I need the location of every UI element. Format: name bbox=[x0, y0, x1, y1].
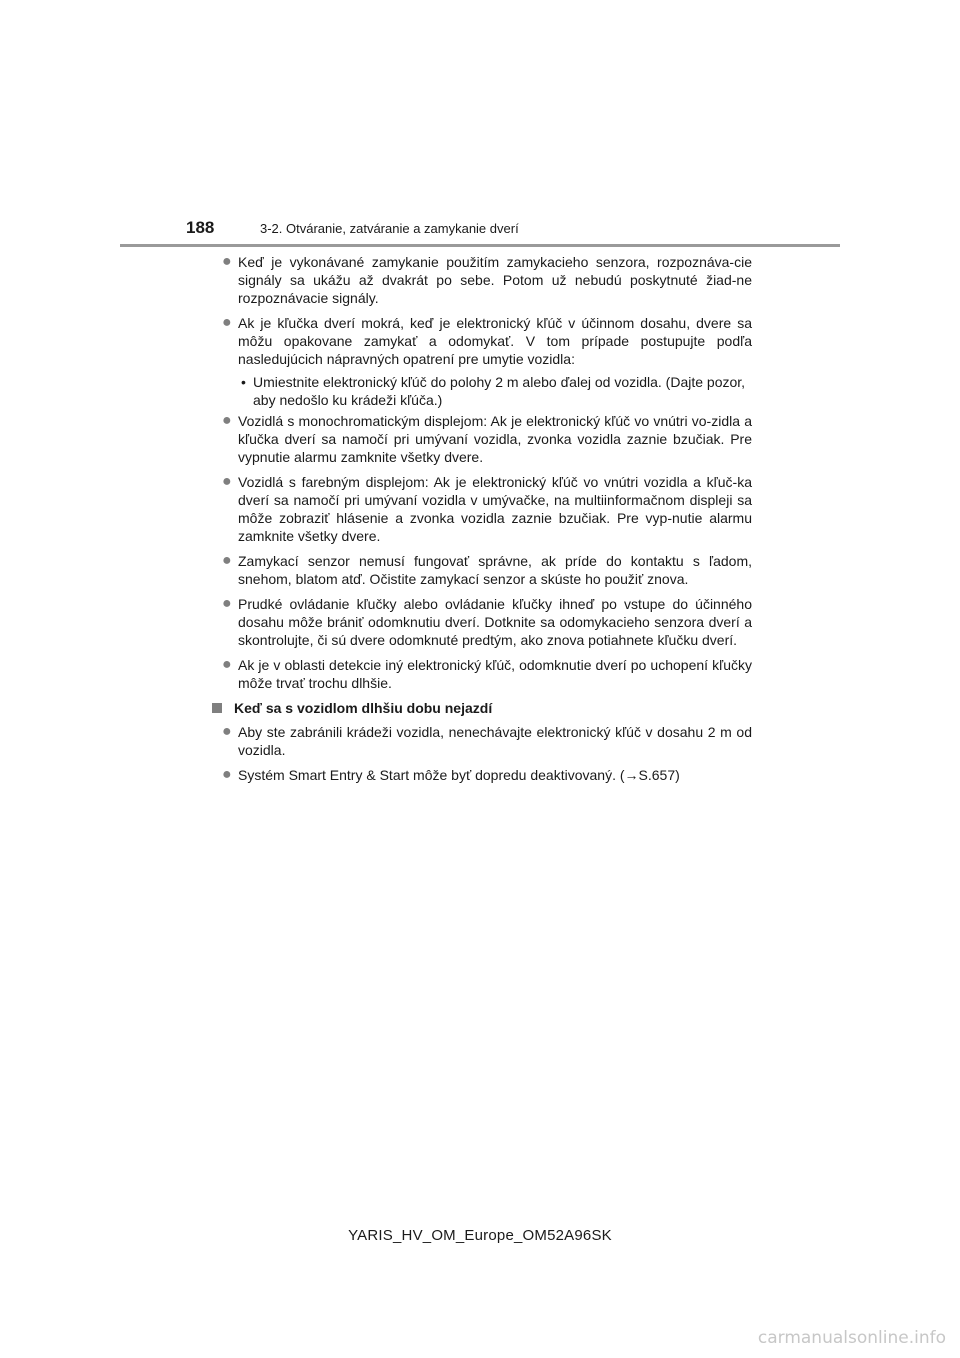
document-code: YARIS_HV_OM_Europe_OM52A96SK bbox=[348, 1227, 612, 1244]
bullet-icon: ● bbox=[222, 595, 232, 612]
item-text: Zamykací senzor nemusí fungovať správne, ak príde do kontaktu s ľadom, snehom, blatom atď. Očistite zamykací senzor a skúste ho použiť znova. bbox=[238, 553, 752, 587]
list-item bbox=[222, 552, 752, 588]
item-text: Vozidlá s farebným displejom: Ak je elektronický kľúč vo vnútri vozidla a kľuč-ka dverí sa namočí pri umývaní vozidla v umývačke, na multiinformačnom displeji sa môže zobraziť hlásenie a zvonka vozidla zaznie bzučiak. Pre vyp-nutie alarmu zamknite všetky dvere. bbox=[238, 474, 752, 544]
bullet-icon: ● bbox=[222, 412, 232, 429]
section-heading-text: Keď sa s vozidlom dlhšiu dobu nejazdí bbox=[234, 700, 493, 716]
item-text: Prudké ovládanie kľučky alebo ovládanie kľučky ihneď po vstupe do účinného dosahu môže brániť odomknutiu dverí. Dotknite sa odomykacieho senzora dverí a skontrolujte, či sú dvere odomknuté predtým, ako znova potiahnete kľučku dverí. bbox=[238, 596, 752, 648]
list-item bbox=[222, 656, 752, 692]
bullet-icon: ● bbox=[222, 552, 232, 569]
list-item bbox=[222, 766, 752, 784]
item-text: Ak je v oblasti detekcie iný elektronický kľúč, odomknutie dverí po uchopení kľučky môže trvať trochu dlhšie. bbox=[238, 657, 752, 691]
bullet-icon: ● bbox=[222, 253, 232, 270]
item-text: Ak je kľučka dverí mokrá, keď je elektronický kľúč v účinnom dosahu, dvere sa môžu opakovane zamykať a odomykať. V tom prípade postupujte podľa nasledujúcich nápravných opatrení pre umytie vozidla: bbox=[238, 315, 752, 367]
sub-item-text: Umiestnite elektronický kľúč do polohy 2 m alebo ďalej od vozidla. (Dajte pozor, aby nedošlo ku krádeži kľúča.) bbox=[253, 374, 746, 408]
bullet-icon: ● bbox=[222, 314, 232, 331]
list-item bbox=[222, 314, 752, 368]
page-content bbox=[222, 253, 752, 791]
bullet-icon: ● bbox=[222, 473, 232, 490]
watermark: carmanualsonline.info bbox=[757, 1328, 946, 1348]
list-item bbox=[222, 473, 752, 545]
list-item bbox=[222, 412, 752, 466]
page-number: 188 bbox=[186, 218, 215, 237]
bullet-icon: ● bbox=[222, 766, 232, 783]
list-item bbox=[222, 595, 752, 649]
bullet-icon: ● bbox=[222, 656, 232, 673]
section-heading bbox=[222, 699, 752, 717]
item-text: Vozidlá s monochromatickým displejom: Ak je elektronický kľúč vo vnútri vo-zidla a kľučka dverí sa namočí pri umývaní vozidla, zvonka vozidla zaznie bzučiak. Pre vypnutie alarmu zamknite všetky dvere. bbox=[238, 413, 752, 465]
sub-list-item bbox=[222, 373, 752, 409]
list-item bbox=[222, 253, 752, 307]
section-title: 3-2. Otváranie, zatváranie a zamykanie dverí bbox=[260, 221, 519, 236]
square-bullet-icon bbox=[212, 703, 222, 713]
item-text: Aby ste zabránili krádeži vozidla, nenechávajte elektronický kľúč v dosahu 2 m od vozidla. bbox=[238, 724, 752, 758]
list-item bbox=[222, 723, 752, 759]
header-divider bbox=[120, 244, 840, 247]
item-text: Systém Smart Entry & Start môže byť dopredu deaktivovaný. (→S.657) bbox=[238, 767, 680, 783]
dot-icon: • bbox=[241, 374, 246, 390]
item-text: Keď je vykonávané zamykanie použitím zamykacieho senzora, rozpoznáva-cie signály sa ukážu až dvakrát po sebe. Potom už nebudú poskytnuté žiad-ne rozpoznávacie signály. bbox=[238, 254, 752, 306]
bullet-icon: ● bbox=[222, 723, 232, 740]
